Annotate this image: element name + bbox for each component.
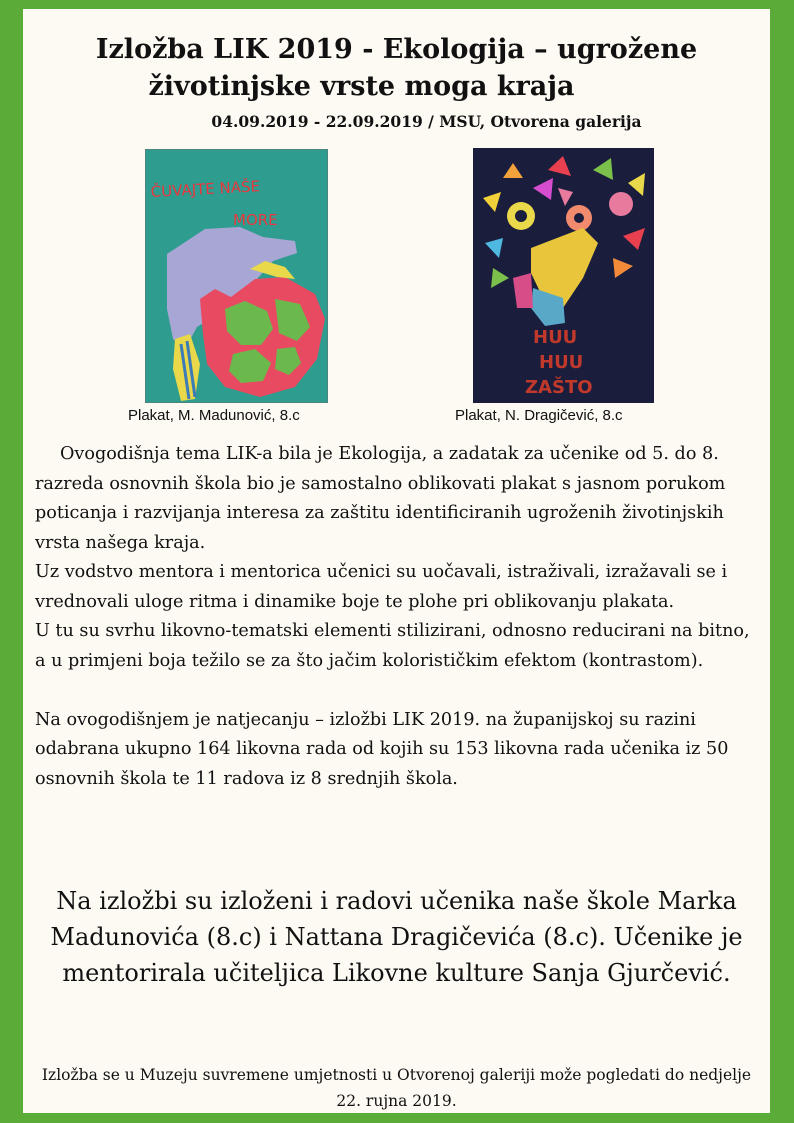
poster1-painted-line2: MORE xyxy=(233,211,278,229)
school-highlight: Na izložbi su izloženi i radovi učenika naše škole Marka Madunovića (8.c) i Nattana Dragičevića (8.c). Učenike je mentorirala učiteljica Likovne kulture Sanja Gjurčević. xyxy=(50,887,743,987)
title-line-1: Izložba LIK 2019 - Ekologija – ugrožene xyxy=(95,34,698,65)
body-paragraph-4: Na ovogodišnjem je natjecanju – izložbi LIK 2019. na županijskoj su razini odabrana ukupno 164 likovna rada od kojih su 153 likovna rada učenika iz 50 osnovnih škola te 11 radova iz 8 srednjih škola. xyxy=(35,709,729,789)
paragraph-spacer xyxy=(35,676,765,706)
poster2-painted-line3: ZAŠTO xyxy=(525,377,593,398)
poster-caption-dragicevic: Plakat, N. Dragičević, 8.c xyxy=(455,407,623,424)
poster2-painted-line1: HUU xyxy=(533,327,578,348)
body-paragraph-1: Ovogodišnja tema LIK-a bila je Ekologija, a zadatak za učenike od 5. do 8. razreda osnovnih škola bio je samostalno oblikovati plakat s jasnom porukom poticanja i razvijanja interesa za zaštitu identificiranih ugroženih životinjskih vrsta našega kraja. xyxy=(35,444,726,553)
page-sheet xyxy=(23,9,770,1113)
article-body xyxy=(35,440,765,794)
exhibition-dates: 04.09.2019 - 22.09.2019 / MSU, Otvorena galerija xyxy=(211,112,642,131)
poster2-painted-line2: HUU xyxy=(539,352,584,373)
body-paragraph-2: Uz vodstvo mentora i mentorica učenici su uočavali, istraživali, izražavali se i vrednovali uloge ritma i dinamike boje te plohe pri oblikovanju plakata. xyxy=(35,562,728,612)
page-title xyxy=(23,31,770,105)
title-line-2: životinjske vrste moga kraja xyxy=(148,71,575,102)
poster-image-dragicevic xyxy=(473,148,654,403)
poster-image-madunovic xyxy=(145,149,328,403)
poster-caption-madunovic: Plakat, M. Madunović, 8.c xyxy=(128,407,300,424)
footer-note: Izložba se u Muzeju suvremene umjetnosti u Otvorenoj galeriji može pogledati do nedjelje 22. rujna 2019. xyxy=(41,1066,752,1110)
body-paragraph-3: U tu su svrhu likovno-tematski elementi stilizirani, odnosno reducirani na bitno, a u primjeni boja težilo se za što jačim kolorističkim efektom (kontrastom). xyxy=(35,621,750,671)
poster1-painted-line1: ČUVAJTE NAŠE xyxy=(150,177,261,201)
